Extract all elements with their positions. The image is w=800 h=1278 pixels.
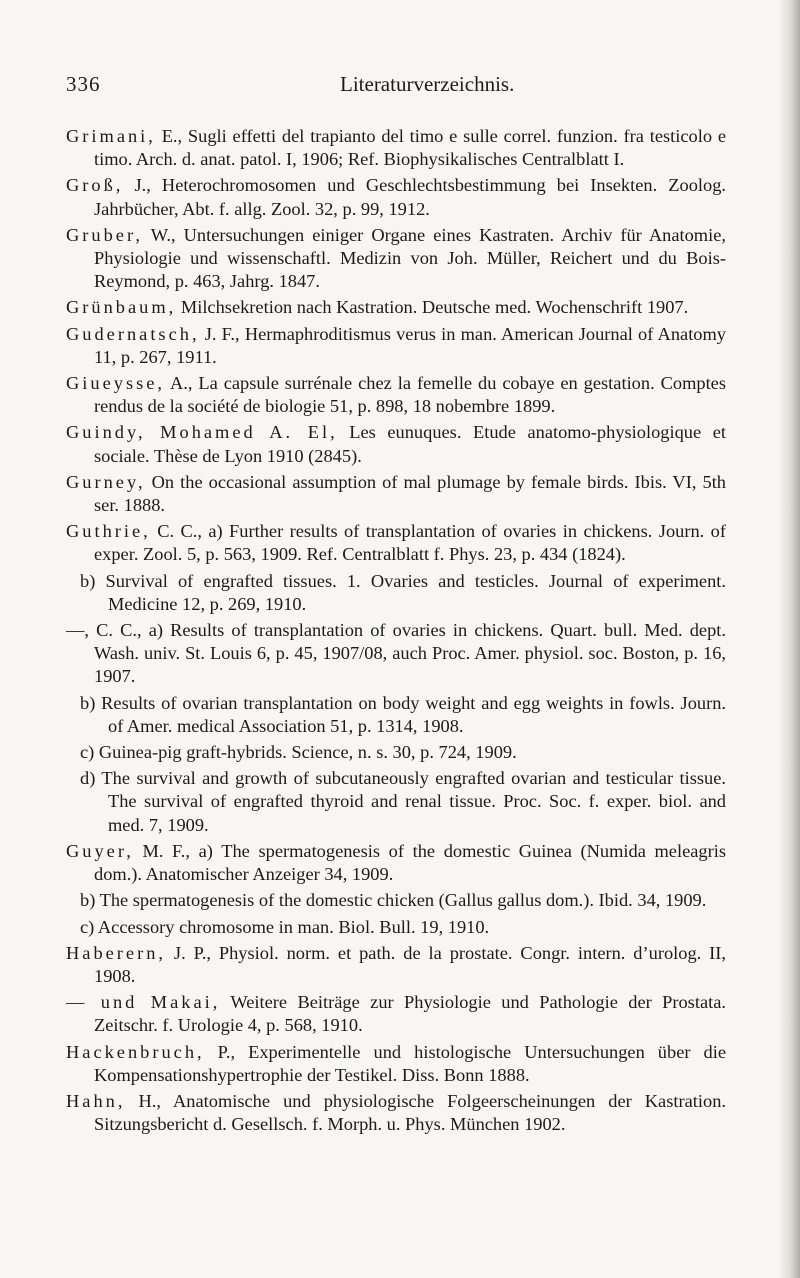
reference-subentry: b) Survival of engrafted tissues. 1. Ovaries and testicles. Journal of experiment. Medicine 12, p. 269, 1910. — [80, 570, 726, 614]
reference-list — [66, 125, 726, 1139]
page-edge-shadow — [778, 0, 800, 1278]
running-title: Literaturverzeichnis. — [340, 72, 515, 96]
reference-entry — [66, 125, 726, 171]
reference-author: —, — [66, 620, 89, 641]
reference-text: W., Untersuchungen einiger Organe eines Kastraten. Archiv für Anatomie, Physiologie und wissenschaftl. Medizin von Joh. Müller, Reichert und du Bois-Reymond, p. 463, Jahrg. 1847. — [94, 224, 726, 292]
reference-author: — und Makai, — [66, 992, 221, 1013]
reference-entry — [66, 372, 726, 418]
reference-author: Gudernatsch, — [66, 323, 200, 344]
reference-subentry: c) Accessory chromosome in man. Biol. Bull. 19, 1910. — [80, 916, 490, 937]
reference-author: Guindy, Mohamed A. El, — [66, 422, 338, 443]
reference-subentry: c) Guinea-pig graft-hybrids. Science, n. s. 30, p. 724, 1909. — [80, 742, 517, 763]
reference-author: Giueysse, — [66, 373, 166, 394]
page-header — [66, 72, 726, 102]
reference-text: Milchsekretion nach Kastration. Deutsche med. Wochenschrift 1907. — [176, 297, 689, 318]
reference-entry — [66, 942, 726, 988]
reference-subentry: b) Results of ovarian transplantation on body weight and egg weights in fowls. Journ. of Amer. medical Association 51, p. 1314, 1908. — [80, 692, 726, 736]
reference-text: C. C., a) Further results of transplantation of ovaries in chickens. Journ. of exper. Zool. 5, p. 563, 1909. Ref. Centralblatt f. Phys. 23, p. 434 (1824). — [94, 521, 726, 565]
reference-entry — [66, 840, 726, 886]
reference-text: C. C., a) Results of transplantation of ovaries in chickens. Quart. bull. Med. dept. Wash. univ. St. Louis 6, p. 45, 1907/08, auch Proc. Amer. physiol. soc. Boston, p. 16, 1907. — [89, 620, 726, 687]
reference-entry — [66, 471, 726, 517]
reference-entry — [66, 174, 726, 220]
reference-author: Guthrie, — [66, 521, 151, 542]
reference-author: Grünbaum, — [66, 297, 177, 318]
reference-author: Hahn, — [66, 1090, 126, 1111]
reference-author: Gurney, — [66, 471, 146, 492]
reference-text: A., La capsule surrénale chez la femelle du cobaye en gestation. Comptes rendus de la société de biologie 51, p. 898, 18 nobembre 1899. — [94, 373, 726, 417]
reference-entry — [66, 1041, 726, 1087]
reference-text: Weitere Beiträge zur Physiologie und Pathologie der Prostata. Zeitschr. f. Urologie 4, p. 568, 1910. — [94, 992, 726, 1036]
reference-text: J. P., Physiol. norm. et path. de la prostate. Congr. intern. d’urolog. II, 1908. — [94, 942, 726, 986]
reference-text: On the occasional assumption of mal plumage by female birds. Ibis. VI, 5th ser. 1888. — [94, 471, 726, 516]
reference-author: Groß, — [66, 175, 124, 196]
reference-author: Gruber, — [66, 224, 143, 245]
reference-entry — [66, 991, 726, 1037]
reference-text: M. F., a) The spermatogenesis of the domestic Guinea (Numida meleagris dom.). Anatomischer Anzeiger 34, 1909. — [94, 840, 726, 885]
reference-text: J. F., Hermaphroditismus verus in man. American Journal of Anatomy 11, p. 267, 1911. — [94, 323, 726, 367]
reference-text: H., Anatomische und physiologische Folgeerscheinungen der Kastration. Sitzungsbericht d. Gesellsch. f. Morph. u. Phys. München 1902. — [94, 1090, 726, 1135]
reference-entry — [66, 619, 726, 689]
reference-author: Hackenbruch, — [66, 1041, 205, 1062]
reference-author: Grimani, — [66, 126, 156, 146]
reference-author: Guyer, — [66, 840, 134, 861]
reference-entry — [66, 224, 726, 294]
reference-text: P., Experimentelle und histologische Untersuchungen über die Kompensationshypertrophie der Testikel. Diss. Bonn 1888. — [94, 1041, 726, 1085]
reference-text: J., Heterochromosomen und Geschlechtsbestimmung bei Insekten. Zoolog. Jahrbücher, Abt. f. allg. Zool. 32, p. 99, 1912. — [94, 175, 726, 219]
reference-subentry: d) The survival and growth of subcutaneously engrafted ovarian and testicular tissue. The survival of engrafted thyroid and renal tissue. Proc. Soc. f. exper. biol. and med. 7, 1909. — [80, 768, 726, 835]
reference-entry — [66, 296, 726, 319]
reference-entry — [66, 520, 726, 566]
reference-entry — [66, 1090, 726, 1136]
reference-subentry: b) The spermatogenesis of the domestic chicken (Gallus gallus dom.). Ibid. 34, 1909. — [80, 890, 707, 911]
reference-text: E., Sugli effetti del trapianto del timo e sulle correl. funzion. fra testicolo e timo. Arch. d. anat. patol. I, 1906; Ref. Biophysikalisches Centralblatt I. — [94, 126, 726, 170]
reference-text: Les eunuques. Etude anatomo-physiologique et sociale. Thèse de Lyon 1910 (2845). — [94, 422, 726, 466]
page-number: 336 — [66, 72, 101, 96]
reference-entry — [66, 323, 726, 369]
reference-entry — [66, 421, 726, 467]
reference-author: Haberern, — [66, 942, 167, 963]
